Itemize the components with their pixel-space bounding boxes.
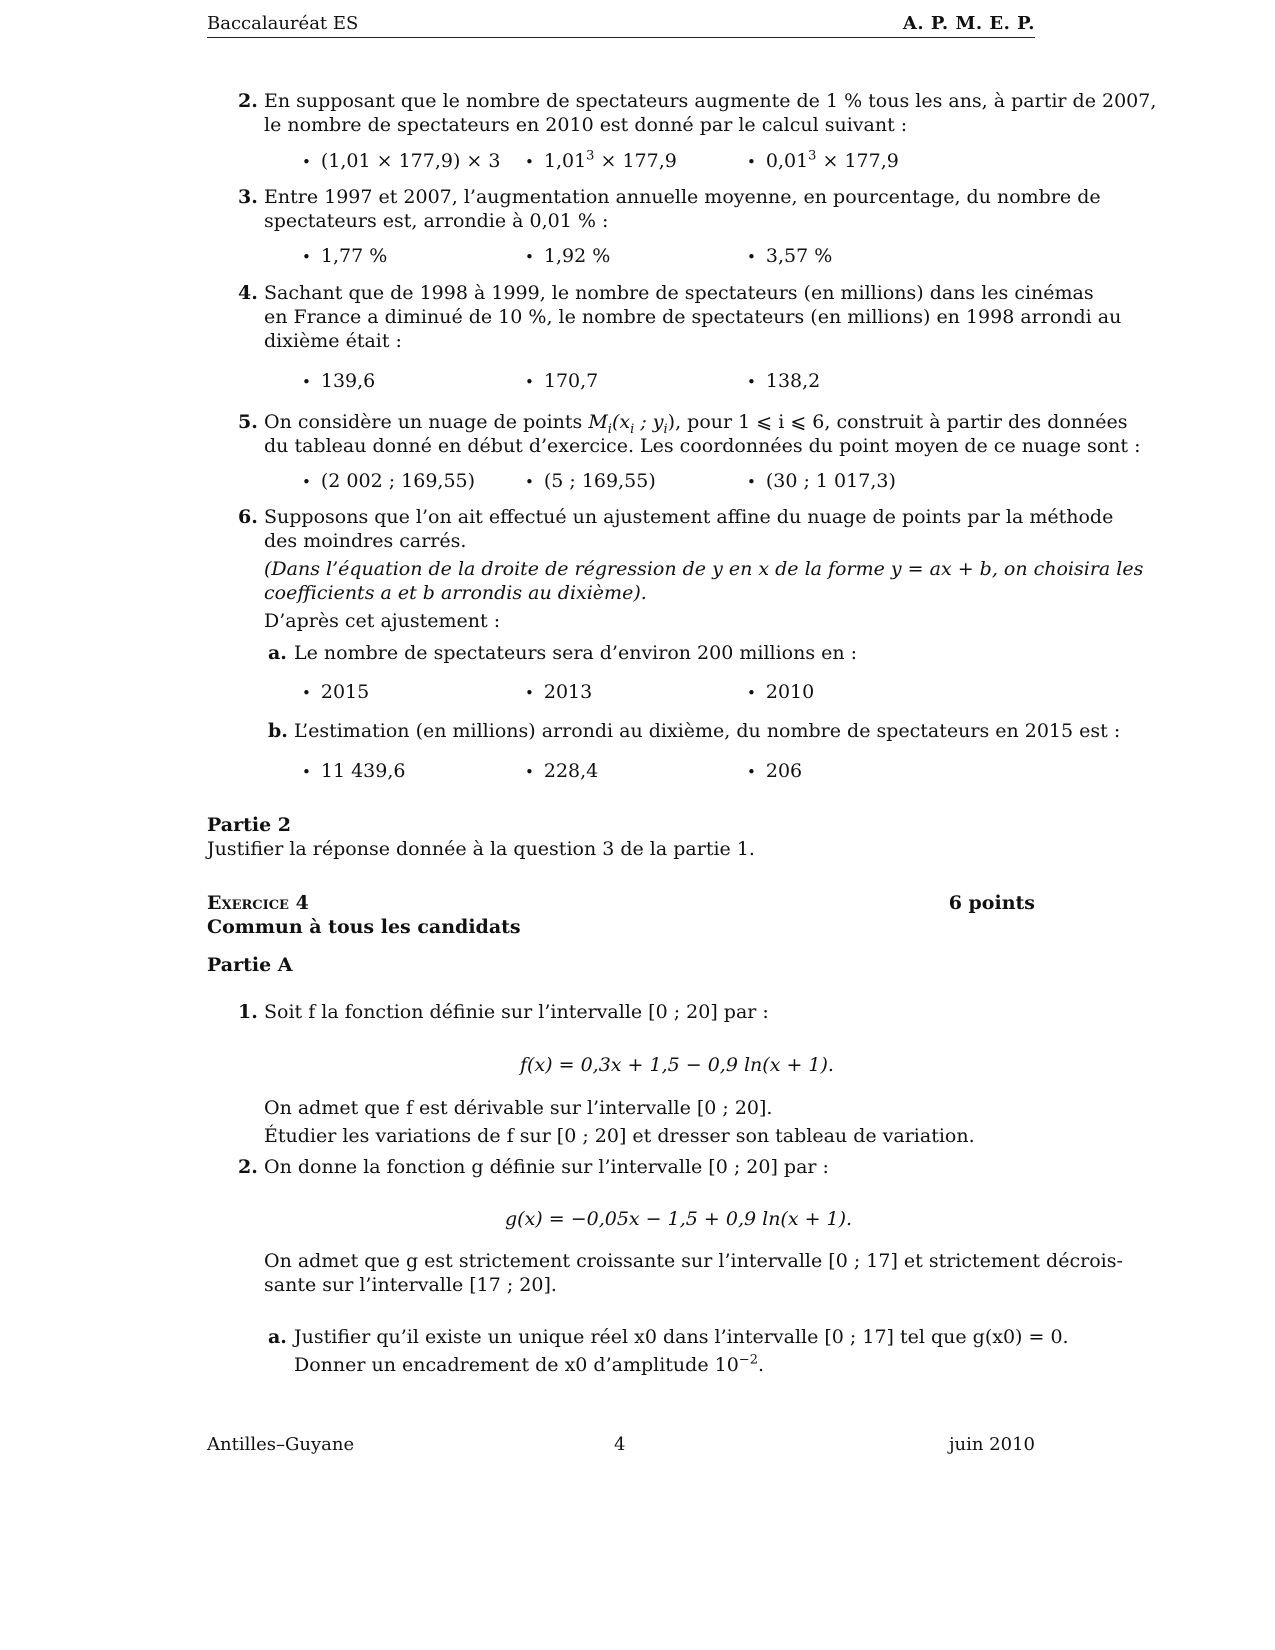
header-right: A. P. M. E. P.: [902, 13, 1035, 34]
a1-line1: Soit f la fonction définie sur l’intervalle [0 ; 20] par :: [264, 1001, 769, 1023]
q6b-option-1: • 11 439,6: [302, 759, 405, 784]
partie2-title: Partie 2: [207, 814, 292, 836]
q2-line2: le nombre de spectateurs en 2010 est donné par le calcul suivant :: [264, 114, 908, 136]
q6-line2: des moindres carrés.: [264, 530, 467, 552]
a1-formula: f(x) = 0,3x + 1,5 − 0,9 ln(x + 1).: [520, 1054, 834, 1076]
q4-option-3: • 138,2: [747, 369, 820, 394]
q6-line3: D’après cet ajustement :: [264, 610, 501, 632]
q6a-number: a.: [268, 642, 287, 664]
a2-line1: On donne la fonction g définie sur l’intervalle [0 ; 20] par :: [264, 1156, 829, 1178]
q6b-option-3: • 206: [747, 759, 802, 784]
page-number: 4: [614, 1434, 626, 1455]
q6-line1: Supposons que l’on ait effectué un ajustement affine du nuage de points par la méthode: [264, 506, 1114, 528]
q5-option-2: • (5 ; 169,55): [525, 469, 656, 494]
q6b-text: L’estimation (en millions) arrondi au dixième, du nombre de spectateurs en 2015 est :: [294, 720, 1121, 742]
a2a-line2: Donner un encadrement de x0 d’amplitude $10^{-2}$.: [294, 1352, 765, 1376]
a1-number: 1.: [238, 1001, 258, 1023]
q4-option-1: • 139,6: [302, 369, 375, 394]
a1-line2: On admet que f est dérivable sur l’intervalle [0 ; 20].: [264, 1097, 773, 1119]
a2-line2: On admet que g est strictement croissante sur l’intervalle [0 ; 17] et strictement décrois-: [264, 1250, 1123, 1272]
q6b-number: b.: [268, 720, 288, 742]
q5-option-1: • (2 002 ; 169,55): [302, 469, 475, 494]
partie2-text: Justifier la réponse donnée à la question 3 de la partie 1.: [207, 838, 755, 860]
exercise-title: Exercice 4: [207, 892, 309, 914]
q6a-option-1: • 2015: [302, 680, 369, 705]
q3-number: 3.: [238, 186, 258, 208]
q2-option-2: • $1,01^3 \times 177,9$: [525, 149, 677, 174]
q5-line2: du tableau donné en début d’exercice. Les coordonnées du point moyen de ce nuage sont :: [264, 435, 1141, 457]
q6-number: 6.: [238, 506, 258, 528]
q2-line1: En supposant que le nombre de spectateurs augmente de 1 % tous les ans, à partir de 2007,: [264, 90, 1157, 112]
q4-line2: en France a diminué de 10 %, le nombre de spectateurs (en millions) en 1998 arrondi au: [264, 306, 1122, 328]
q3-line1: Entre 1997 et 2007, l’augmentation annuelle moyenne, en pourcentage, du nombre de: [264, 186, 1101, 208]
q4-option-2: • 170,7: [525, 369, 598, 394]
a2-formula: g(x) = −0,05x − 1,5 + 0,9 ln(x + 1).: [505, 1208, 853, 1230]
q6a-option-2: • 2013: [525, 680, 592, 705]
partieA-title: Partie A: [207, 954, 293, 976]
q6a-text: Le nombre de spectateurs sera d’environ 200 millions en :: [294, 642, 858, 664]
footer-right: juin 2010: [948, 1434, 1035, 1455]
q6-italic-line2: coefficients a et b arrondis au dixième).: [264, 582, 647, 604]
q3-option-1: • 1,77 %: [302, 244, 387, 269]
exercise-points: 6 points: [948, 892, 1035, 914]
page-header: [207, 10, 1035, 38]
a1-line3: Étudier les variations de f sur [0 ; 20] et dresser son tableau de variation.: [264, 1125, 975, 1147]
q6b-option-2: • 228,4: [525, 759, 598, 784]
q4-line3: dixième était :: [264, 330, 402, 352]
q4-line1: Sachant que de 1998 à 1999, le nombre de spectateurs (en millions) dans les cinémas: [264, 282, 1094, 304]
a2-number: 2.: [238, 1156, 258, 1178]
q5-line1: On considère un nuage de points $M_i(x_i$ ; $y_i$), pour 1 ⩽ i ⩽ 6, construit à partir des données: [264, 411, 1128, 437]
q3-line2: spectateurs est, arrondie à 0,01 % :: [264, 210, 609, 232]
q6-italic-line1: (Dans l’équation de la droite de régression de y en x de la forme y = ax + b, on choisira les: [264, 558, 1144, 580]
q6a-option-3: • 2010: [747, 680, 814, 705]
header-left: Baccalauréat ES: [207, 13, 359, 34]
q2-option-1: • (1,01 × 177,9) × 3: [302, 149, 500, 174]
q4-number: 4.: [238, 282, 258, 304]
q3-option-2: • 1,92 %: [525, 244, 610, 269]
q5-option-3: • (30 ; 1 017,3): [747, 469, 896, 494]
q5-number: 5.: [238, 411, 258, 433]
q2-number: 2.: [238, 90, 258, 112]
a2a-number: a.: [268, 1326, 287, 1348]
a2-line3: sante sur l’intervalle [17 ; 20].: [264, 1274, 557, 1296]
q2-option-3: • $0,01^3 \times 177,9$: [747, 149, 899, 174]
q3-option-3: • 3,57 %: [747, 244, 832, 269]
footer-left: Antilles–Guyane: [207, 1434, 355, 1455]
exercise-subtitle: Commun à tous les candidats: [207, 916, 521, 938]
a2a-line1: Justifier qu’il existe un unique réel x0 dans l’intervalle [0 ; 17] tel que g(x0) = 0.: [294, 1326, 1069, 1348]
